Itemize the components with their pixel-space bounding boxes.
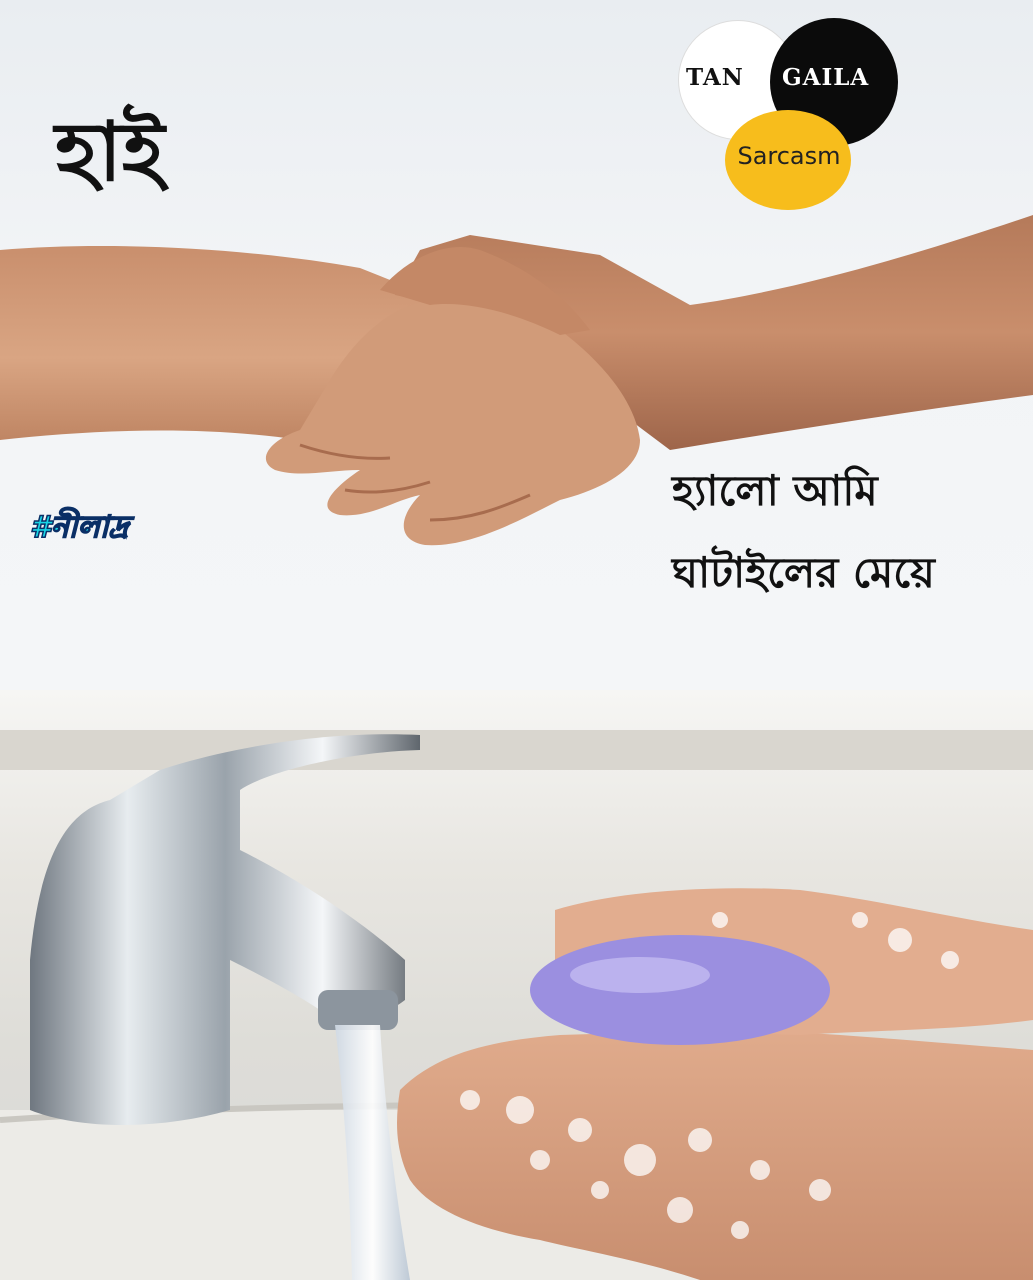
handwashing-illustration: [0, 690, 1033, 1280]
handwashing-panel: [0, 690, 1033, 1280]
soap-highlight: [570, 957, 710, 993]
back-counter: [0, 730, 1033, 770]
faucet-spout-tip: [318, 990, 398, 1030]
caption-line-1: হ্যালো আমি: [672, 466, 878, 515]
logo-word-gaila: GAILA: [782, 64, 870, 91]
hashtag-text: #নীলাদ্র: [30, 510, 129, 545]
logo-subtitle: Sarcasm: [737, 142, 841, 170]
greeting-text: হাই: [55, 105, 165, 200]
soap-bar: [530, 935, 830, 1045]
tangaila-sarcasm-logo: [678, 18, 908, 210]
logo-word-tan: TAN: [686, 64, 744, 91]
caption-line-2: ঘাটাইলের মেয়ে: [672, 548, 935, 597]
